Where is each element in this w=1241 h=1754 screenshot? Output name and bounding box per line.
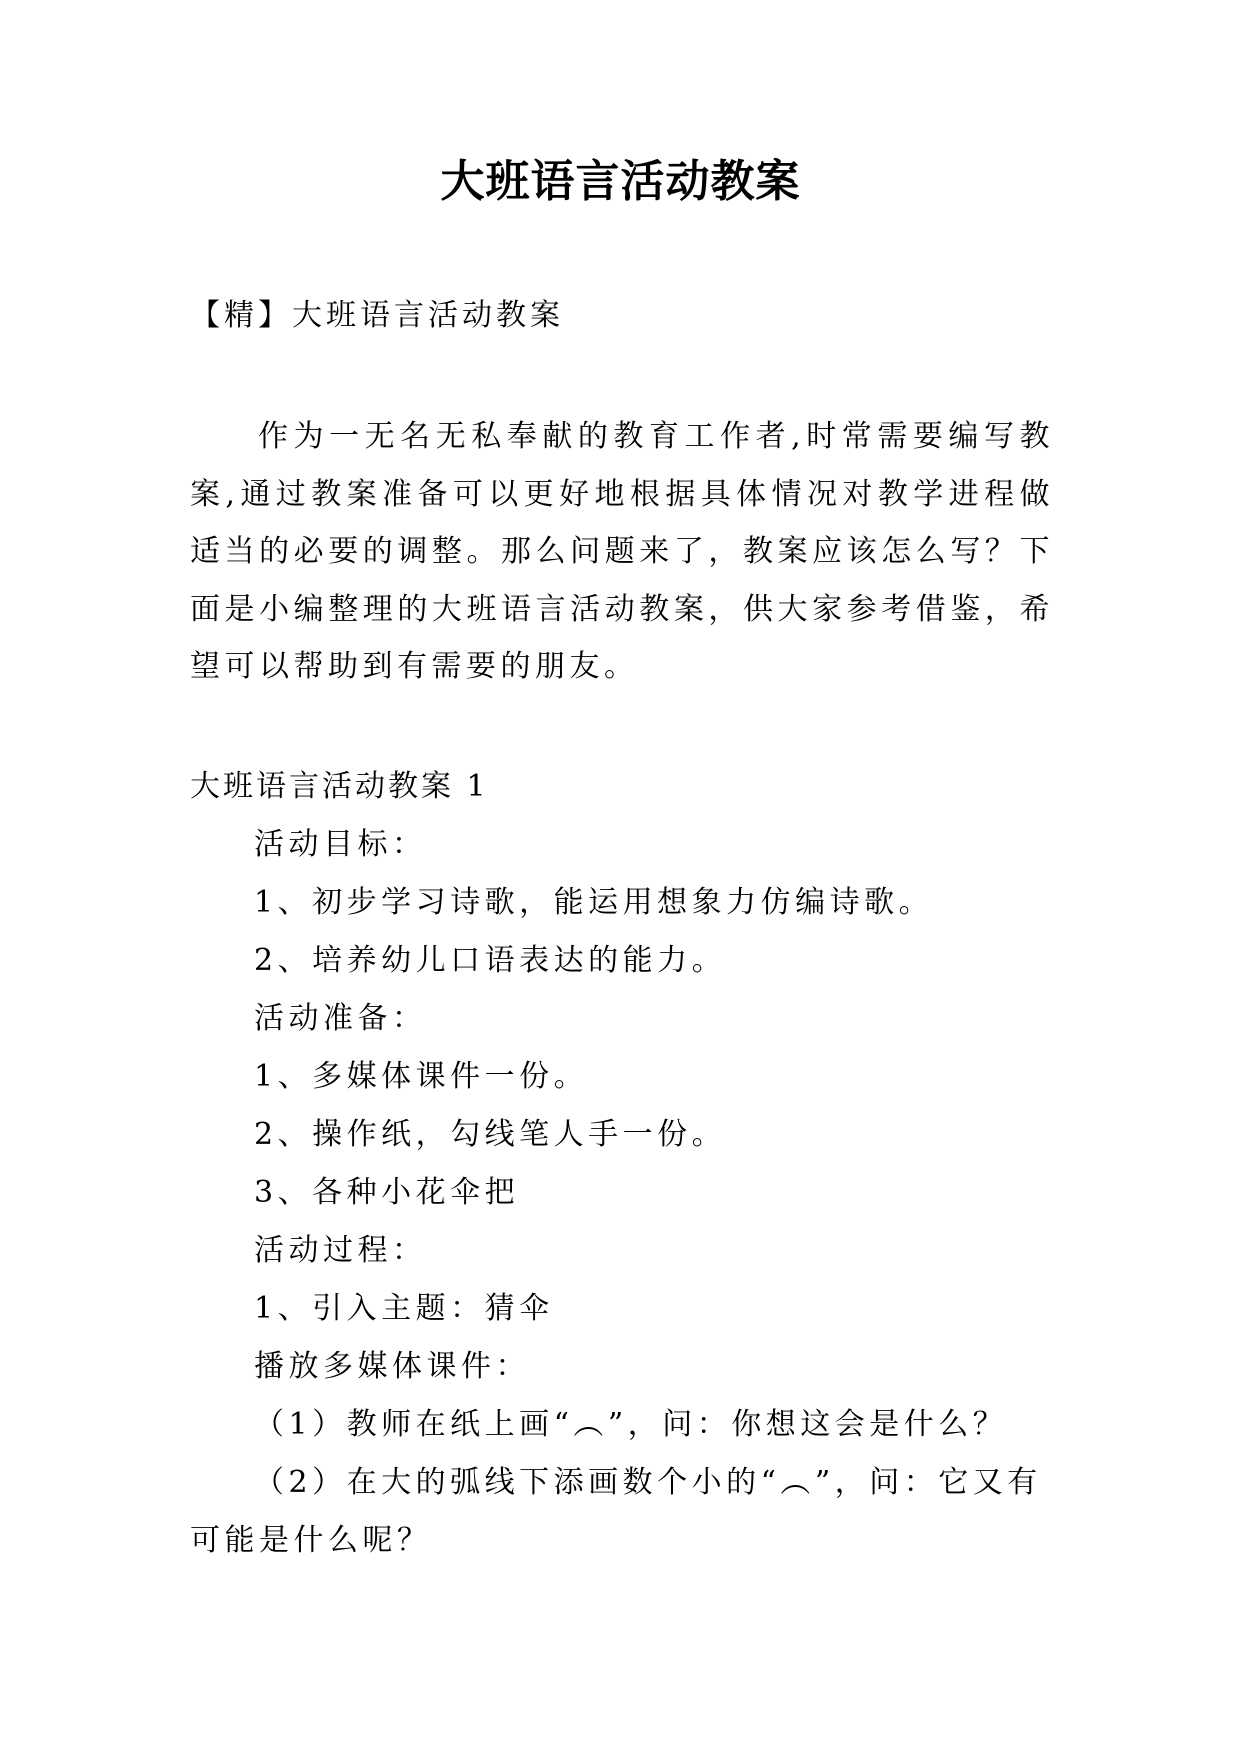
section-heading: 大班语言活动教案 1 (190, 769, 489, 804)
process-question-2: （2）在大的弧线下添画数个小的“︵”，问：它又有可能是什么呢？ (190, 1465, 1042, 1558)
goal-item-2: 2、培养幼儿口语表达的能力。 (254, 943, 727, 978)
process-step-1: 1、引入主题：猜伞 (254, 1291, 554, 1326)
document-subtitle: 【精】大班语言活动教案 (190, 298, 564, 333)
prep-label: 活动准备： (254, 1001, 427, 1036)
prep-item-2: 2、操作纸，勾线笔人手一份。 (254, 1117, 727, 1152)
goal-item-1: 1、初步学习诗歌，能运用想象力仿编诗歌。 (254, 885, 934, 920)
section-1 (190, 758, 1054, 1570)
intro-paragraph: 作为一无名无私奉献的教育工作者,时常需要编写教案,通过教案准备可以更好地根据具体情况对教学进程做适当的必要的调整。那么问题来了，教案应该怎么写？下面是小编整理的大班语言活动教案，供大家参考借鉴，希望可以帮助到有需要的朋友。 (190, 419, 1054, 684)
prep-item-3: 3、各种小花伞把 (254, 1175, 520, 1210)
process-question-1: （1）教师在纸上画“︵”，问：你想这会是什么？ (254, 1407, 1008, 1442)
prep-item-1: 1、多媒体课件一份。 (254, 1059, 589, 1094)
process-label: 活动过程： (254, 1233, 427, 1268)
process-step-1-media: 播放多媒体课件： (254, 1349, 530, 1384)
goals-label: 活动目标： (254, 827, 427, 862)
document-title: 大班语言活动教案 (440, 156, 801, 207)
